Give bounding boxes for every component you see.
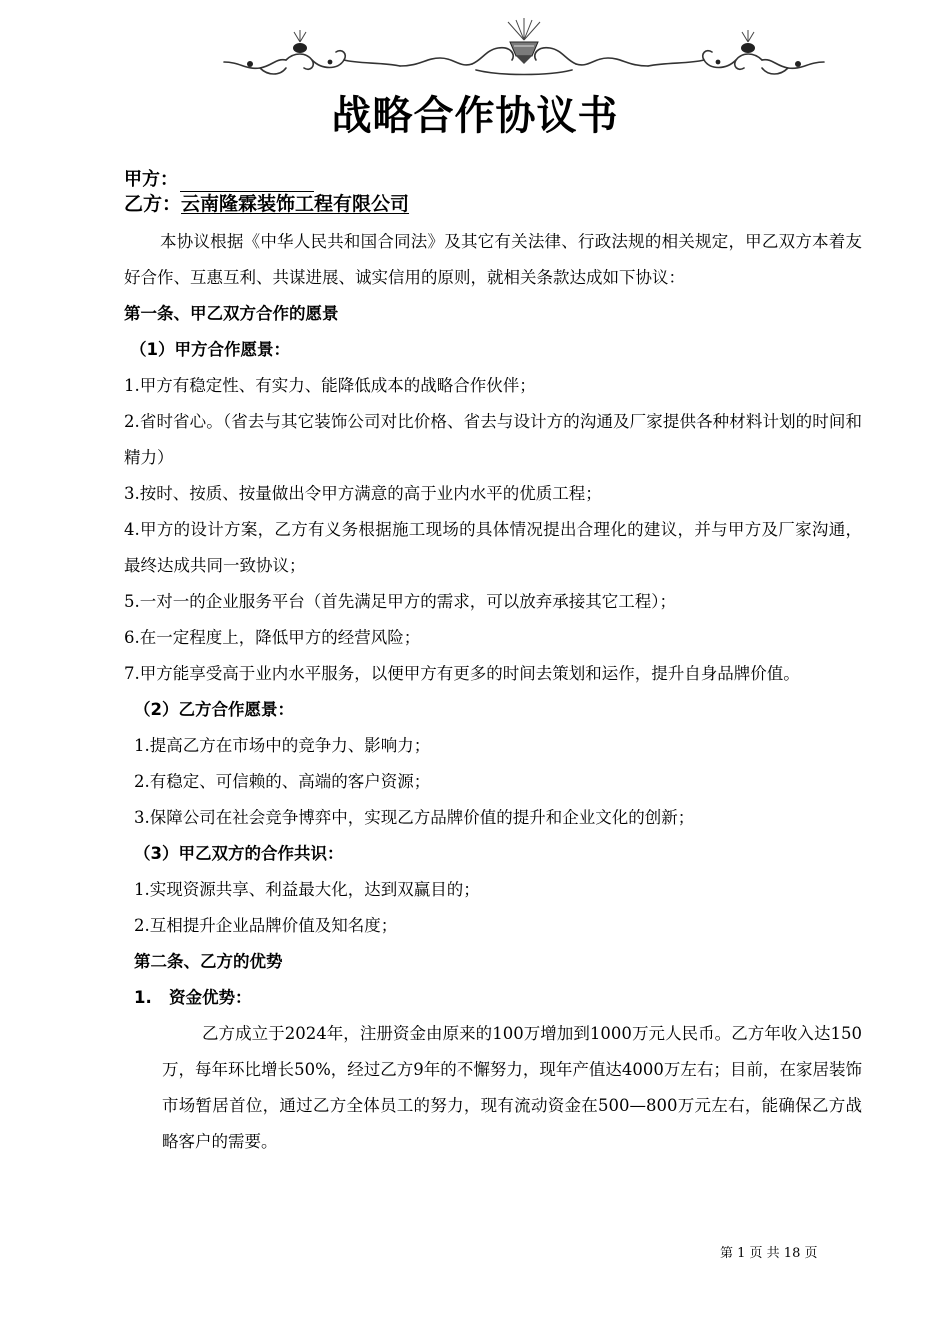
document-body	[124, 224, 862, 1160]
article-1-a-heading: （1）甲方合作愿景：	[130, 340, 290, 359]
party-a-line	[124, 168, 314, 192]
list-item: 2.有稳定、可信赖的、高端的客户资源；	[134, 772, 431, 791]
list-item: 5.一对一的企业服务平台（首先满足甲方的需求，可以放弃承接其它工程）；	[124, 592, 676, 611]
party-a-blank	[180, 173, 314, 192]
party-b-name: 云南隆霖装饰工程有限公司	[181, 193, 410, 215]
list-item: 6.在一定程度上，降低甲方的经营风险；	[124, 628, 421, 647]
list-item: 4.甲方的设计方案，乙方有义务根据施工现场的具体情况提出合理化的建议，并与甲方及厂家沟通，最终达成共同一致协议；	[124, 520, 862, 575]
list-item: 3.保障公司在社会竞争博弈中，实现乙方品牌价值的提升和企业文化的创新；	[134, 808, 695, 827]
party-a-label: 甲方：	[124, 169, 178, 190]
list-item: 7.甲方能享受高于业内水平服务，以便甲方有更多的时间去策划和运作，提升自身品牌价值。	[124, 664, 800, 683]
list-item: 1.提高乙方在市场中的竞争力、影响力；	[134, 736, 431, 755]
intro-paragraph: 本协议根据《中华人民共和国合同法》及其它有关法律、行政法规的相关规定，甲乙双方本着友好合作、互惠互利、共谋进展、诚实信用的原则，就相关条款达成如下协议：	[124, 232, 862, 287]
list-item: 3.按时、按质、按量做出令甲方满意的高于业内水平的优质工程；	[124, 484, 602, 503]
article-1-c-heading: （3）甲乙双方的合作共识：	[134, 844, 344, 863]
article-2-heading: 第二条、乙方的优势	[134, 952, 283, 971]
article-1-b-heading: （2）乙方合作愿景：	[134, 700, 294, 719]
document-title: 战略合作协议书	[331, 93, 619, 139]
party-b-line	[124, 192, 409, 216]
list-item: 1.甲方有稳定性、有实力、能降低成本的战略合作伙伴；	[124, 376, 536, 395]
decorative-header-ornament	[220, 18, 828, 80]
list-item: 2.省时省心。（省去与其它装饰公司对比价格、省去与设计方的沟通及厂家提供各种材料计划的时间和精力）	[124, 412, 862, 467]
list-item: 1.实现资源共享、利益最大化，达到双赢目的；	[134, 880, 480, 899]
article-2-sub1-heading: 1. 资金优势：	[134, 988, 252, 1007]
page-number-footer: 第 1 页 共 18 页	[720, 1246, 818, 1261]
article-1-heading: 第一条、甲乙双方合作的愿景	[124, 304, 339, 323]
article-2-sub1-paragraph: 乙方成立于2024年，注册资金由原来的100万增加到1000万元人民币。乙方年收入达150万，每年环比增长50%，经过乙方9年的不懈努力，现年产值达4000万左右；目前，在家居装饰市场暂居首位，通过乙方全体员工的努力，现有流动资金在500—800万元左右，能确保乙方战略客户的需要。	[162, 1024, 862, 1151]
party-b-label: 乙方：	[124, 193, 182, 215]
diamond-icon	[510, 42, 538, 56]
list-item: 2.互相提升企业品牌价值及知名度；	[134, 916, 398, 935]
